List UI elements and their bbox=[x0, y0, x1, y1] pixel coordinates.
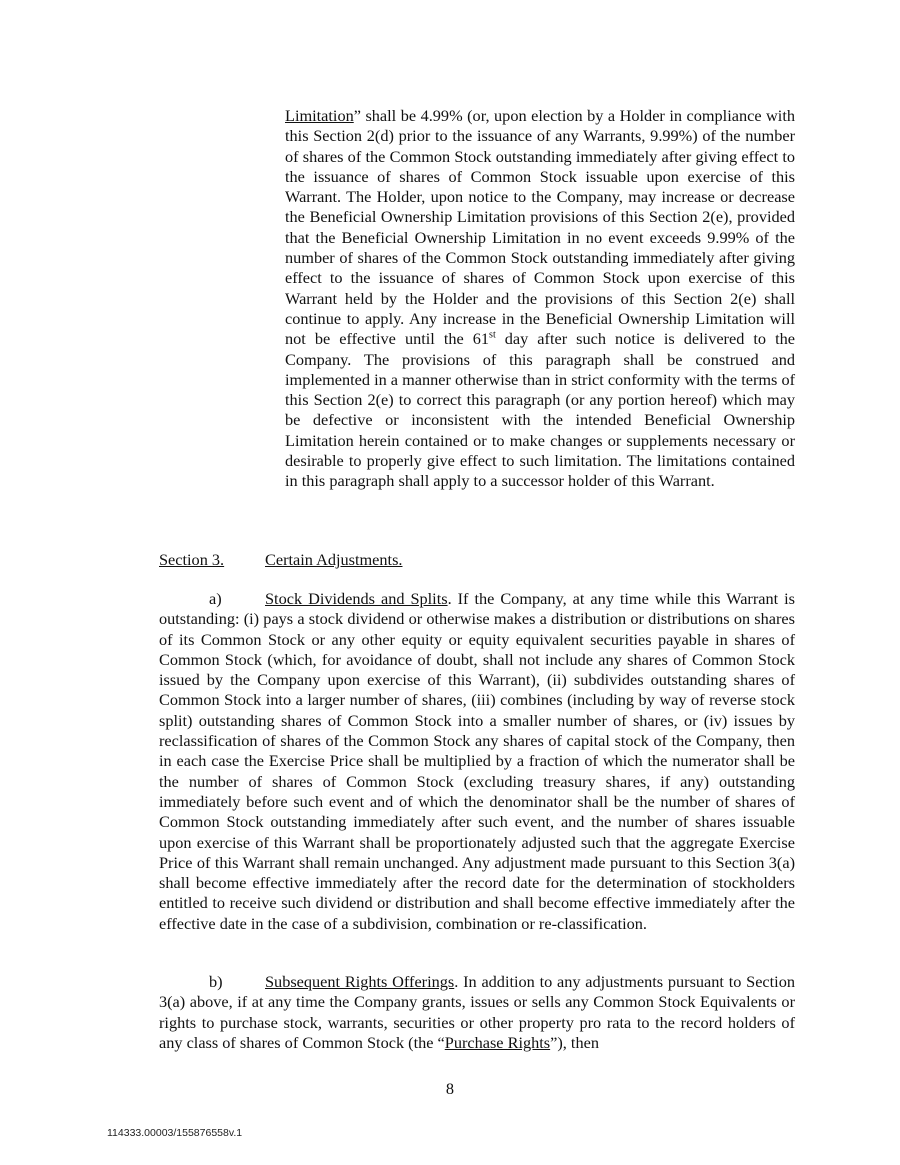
section-number: Section 3. bbox=[159, 550, 225, 569]
subsequent-rights-paragraph bbox=[159, 972, 795, 1053]
subsection-heading-rights-offerings: Subsequent Rights Offerings bbox=[265, 972, 455, 991]
defined-term-purchase-rights: Purchase Rights bbox=[444, 1032, 551, 1052]
subsection-heading-stock-dividends: Stock Dividends and Splits bbox=[265, 589, 448, 608]
paragraph-text-part-2: day after such notice is delivered to the Company. The provisions of this paragraph shall be construed and implemented in a manner otherwise than in strict conformity with the terms of this Section 2(e) to correct this paragraph (or any portion hereof) which may be defective or inconsistent with the intended Beneficial Ownership Limitation herein contained or to make changes or supplements necessary or desirable to properly give effect to such limitation. The limitations contained in this paragraph shall apply to a successor holder of this Warrant. bbox=[285, 329, 796, 491]
rights-offerings-text-part-2: ”), then bbox=[550, 1032, 599, 1052]
beneficial-ownership-paragraph bbox=[285, 106, 795, 492]
document-id-footer: 114333.00003/155876558v.1 bbox=[107, 1127, 243, 1139]
section-3-heading bbox=[159, 550, 799, 570]
defined-term-limitation: Limitation bbox=[285, 106, 354, 125]
paragraph-text-part-1: ” shall be 4.99% (or, upon election by a Holder in compliance with this Section 2(d) prior to the issuance of any Warrants, 9.99%) of the number of shares of the Common Stock outstanding immediately after giving effect to the issuance of shares of Common Stock issuable upon exercise of this Warrant. The Holder, upon notice to the Company, may increase or decrease the Beneficial Ownership Limitation provisions of this Section 2(e), provided that the Beneficial Ownership Limitation in no event exceeds 9.99% of the number of shares of the Common Stock outstanding immediately after giving effect to the issuance of shares of Common Stock upon exercise of this Warrant held by the Holder and the provisions of this Section 2(e) shall continue to apply. Any increase in the Beneficial Ownership Limitation will not be effective until the 61 bbox=[285, 106, 795, 349]
rights-offerings-text-part-1: . In addition to any adjustments pursuant to Section 3(a) above, if at any time the Company grants, issues or sells any Common Stock Equivalents or rights to purchase stock, warrants, securities or other property pro rata to the record holders of any class of shares of Common Stock (the “ bbox=[159, 972, 795, 1052]
page-number: 8 bbox=[445, 1079, 455, 1098]
section-title: Certain Adjustments. bbox=[265, 550, 403, 569]
paragraph-marker-a: a) bbox=[209, 589, 222, 608]
ordinal-superscript: st bbox=[489, 329, 496, 341]
paragraph-marker-b: b) bbox=[209, 972, 223, 991]
stock-dividends-paragraph bbox=[159, 589, 795, 934]
stock-dividends-text: . If the Company, at any time while this Warrant is outstanding: (i) pays a stock dividend or otherwise makes a distribution or distributions on shares of its Common Stock or any other equity or equity equivalent securities payable in shares of Common Stock (which, for avoidance of doubt, shall not include any shares of Common Stock issued by the Company upon exercise of this Warrant), (ii) subdivides outstanding shares of Common Stock into a larger number of shares, (iii) combines (including by way of reverse stock split) outstanding shares of Common Stock into a smaller number of shares, or (iv) issues by reclassification of shares of the Common Stock any shares of capital stock of the Company, then in each case the Exercise Price shall be multiplied by a fraction of which the numerator shall be the number of shares of Common Stock (excluding treasury shares, if any) outstanding immediately before such event and of which the denominator shall be the number of shares of Common Stock outstanding immediately after such event, and the number of shares issuable upon exercise of this Warrant shall be proportionately adjusted such that the aggregate Exercise Price of this Warrant shall remain unchanged. Any adjustment made pursuant to this Section 3(a) shall become effective immediately after the record date for the determination of stockholders entitled to receive such dividend or distribution and shall become effective immediately after the effective date in the case of a subdivision, combination or re-classification. bbox=[159, 589, 795, 933]
